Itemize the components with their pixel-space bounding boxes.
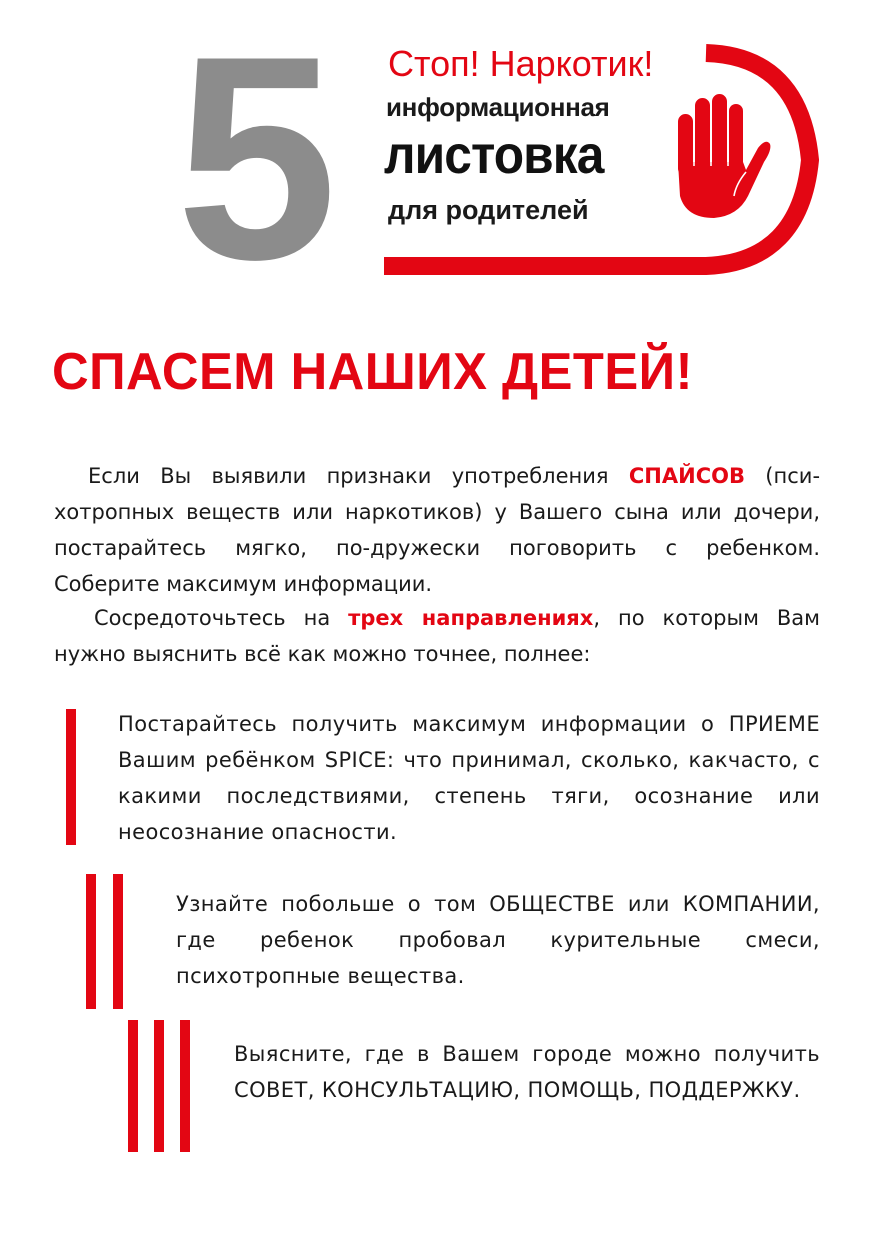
leaflet-number: 5 <box>176 0 332 320</box>
direction-3-text: Выясните, где в Вашем городе можно получить СОВЕТ, КОНСУЛЬТАЦИЮ, ПОМОЩЬ, ПОДДЕРЖКУ. <box>234 1042 820 1102</box>
logo-line-1: информационная <box>386 92 610 122</box>
intro-paragraph-1 <box>54 458 820 602</box>
intro-paragraph-2 <box>54 600 820 672</box>
spice-highlight: СПАЙСОВ <box>628 464 745 488</box>
marker-bar <box>66 709 76 845</box>
intro-p1-text-before: Если Вы выявили признаки употребления <box>88 464 629 488</box>
direction-1-text: Постарайтесь получить максимум информации о ПРИЕМЕ Вашим ребёнком SPICE: что принимал, сколько, какчасто, с какими последствиями, степень тяги, осознание или неосознание опасности. <box>118 712 820 844</box>
logo-line-2: листовка <box>384 125 604 185</box>
marker-bar <box>154 1020 164 1152</box>
three-directions-highlight: трех направлениях <box>348 606 594 630</box>
intro-p1-text-after: (психотропных веществ или наркотиков) у Вашего сына или дочери, постарайтесь мягко, по-дружески поговорить с ребенком. Соберите максимум информации. <box>54 464 821 596</box>
marker-bar <box>128 1020 138 1152</box>
direction-2-text: Узнайте побольше о том ОБЩЕСТВЕ или КОМПАНИИ, где ребенок пробовал курительные смеси, психотропные вещества. <box>176 892 820 988</box>
logo-line-3: для родителей <box>388 195 589 225</box>
stop-hand-icon <box>664 92 772 222</box>
intro-p2-text-after: , по которым Вам нужно выяснить всё как можно точнее, полнее: <box>54 606 820 666</box>
marker-bar <box>180 1020 190 1152</box>
marker-bar <box>86 874 96 1009</box>
headline: СПАСЕМ НАШИХ ДЕТЕЙ! <box>52 343 693 401</box>
stop-title: Стоп! Наркотик! <box>388 43 654 84</box>
marker-bar <box>113 874 123 1009</box>
intro-p2-text-before: Сосредоточьтесь на <box>94 606 349 630</box>
